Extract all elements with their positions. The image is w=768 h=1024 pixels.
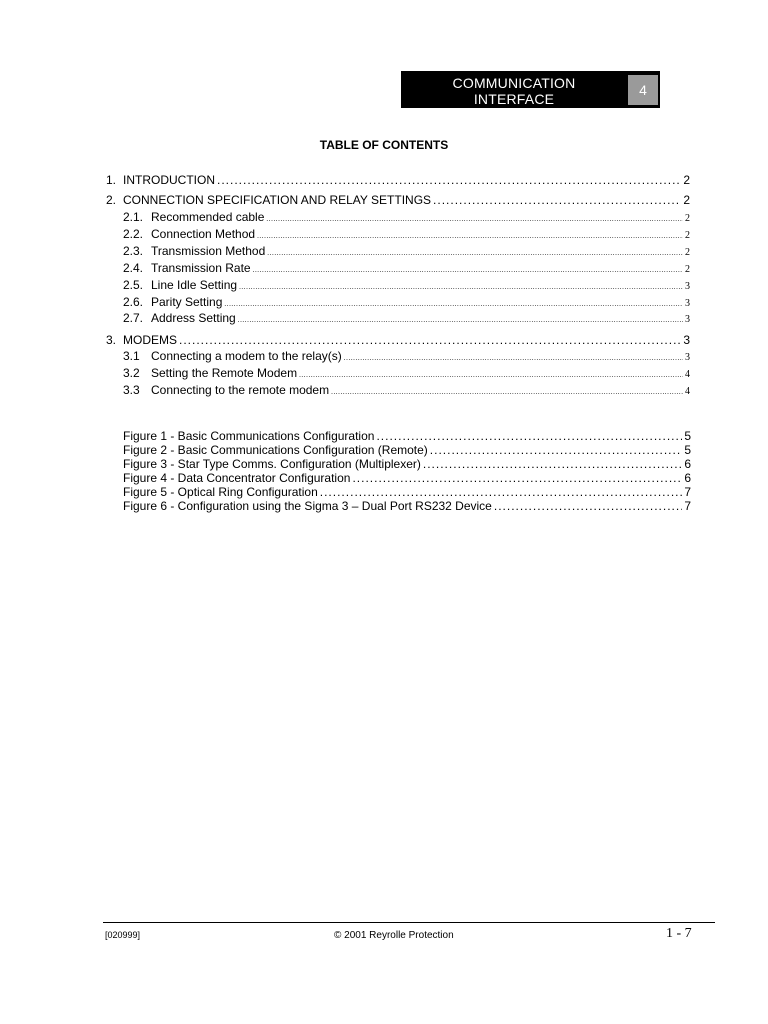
toc-entry-2-2[interactable] (123, 227, 690, 242)
toc-entry-page: 3 (685, 281, 690, 292)
toc-entry-number: 2.4. (123, 261, 144, 275)
dot-leader (239, 283, 683, 291)
figure-entry-page: 6 (684, 457, 691, 471)
toc-entry-page: 2 (685, 247, 690, 258)
toc-entry-number: 3.2 (123, 366, 140, 380)
toc-entry-page: 2 (683, 193, 690, 207)
toc-entry-page: 2 (685, 230, 690, 241)
dot-leader (257, 232, 683, 240)
toc-entry-page: 3 (685, 314, 690, 325)
toc-heading: TABLE OF CONTENTS (319, 138, 449, 152)
footer-divider (103, 922, 715, 923)
dot-leader (179, 333, 681, 347)
toc-entry-page: 4 (685, 386, 690, 397)
toc-entry-page: 4 (685, 369, 690, 380)
toc-entry-text: INTRODUCTION (123, 173, 215, 187)
figure-entry-2[interactable] (123, 443, 691, 457)
figure-entry-text: Figure 3 - Star Type Comms. Configuration (Multiplexer) (123, 457, 421, 471)
toc-entry-text: Connecting a modem to the relay(s) (151, 349, 342, 363)
toc-entry-text: Connecting to the remote modem (151, 383, 330, 397)
toc-entry-1[interactable] (106, 173, 690, 188)
dot-leader (376, 429, 682, 443)
toc-entry-number: 2.1. (123, 210, 144, 224)
toc-entry-text: Transmission Rate (151, 261, 251, 275)
dot-leader (238, 316, 683, 324)
figure-entry-page: 7 (684, 499, 691, 513)
toc-entry-text: MODEMS (123, 333, 177, 347)
toc-entry-number: 2.3. (123, 244, 144, 258)
copyright-notice: © 2001 Reyrolle Protection (334, 930, 454, 941)
figure-entry-text: Figure 5 - Optical Ring Configuration (123, 485, 318, 499)
toc-entry-page: 2 (685, 213, 690, 224)
toc-entry-2-7[interactable] (123, 311, 690, 326)
chapter-header (401, 71, 660, 108)
toc-entry-text: Transmission Method (151, 244, 266, 258)
dot-leader (423, 457, 682, 471)
dot-leader (433, 193, 681, 207)
toc-entry-3-3[interactable] (123, 383, 690, 398)
toc-entry-page: 3 (685, 352, 690, 363)
toc-entry-3-1[interactable] (123, 349, 690, 364)
toc-entry-2-1[interactable] (123, 210, 690, 225)
toc-entry-3-2[interactable] (123, 366, 690, 381)
toc-entry-3[interactable] (106, 333, 690, 348)
toc-entry-text: Parity Setting (151, 295, 223, 309)
toc-entry-2-4[interactable] (123, 261, 690, 276)
toc-entry-2-5[interactable] (123, 278, 690, 293)
chapter-title-line1: COMMUNICATION (452, 75, 576, 91)
figure-entry-5[interactable] (123, 485, 691, 499)
toc-entry-text: Setting the Remote Modem (151, 366, 298, 380)
toc-entry-text: Line Idle Setting (151, 278, 238, 292)
dot-leader (267, 249, 683, 257)
figure-entry-text: Figure 1 - Basic Communications Configuration (123, 429, 375, 443)
dot-leader (331, 388, 683, 396)
document-code: [020999] (105, 930, 141, 940)
figure-entry-page: 7 (684, 485, 691, 499)
dot-leader (352, 471, 682, 485)
figure-entry-page: 5 (684, 443, 691, 457)
figure-entry-6[interactable] (123, 499, 691, 513)
page-number: 1 - 7 (666, 926, 692, 941)
toc-entry-page: 3 (685, 298, 690, 309)
toc-entry-text: CONNECTION SPECIFICATION AND RELAY SETTINGS (123, 193, 432, 207)
toc-entry-number: 2.2. (123, 227, 144, 241)
toc-entry-number: 2. (106, 193, 117, 207)
toc-entry-2-3[interactable] (123, 244, 690, 259)
dot-leader (430, 443, 683, 457)
toc-entry-number: 3.1 (123, 349, 140, 363)
chapter-title-line2: INTERFACE (473, 91, 555, 107)
toc-entry-page: 3 (683, 333, 690, 347)
toc-entry-page: 2 (685, 264, 690, 275)
chapter-number-badge: 4 (628, 75, 658, 105)
toc-entry-number: 2.6. (123, 295, 144, 309)
figure-entry-3[interactable] (123, 457, 691, 471)
dot-leader (217, 173, 681, 187)
dot-leader (344, 354, 683, 362)
toc-entry-text: Address Setting (151, 311, 236, 325)
toc-entry-page: 2 (683, 173, 690, 187)
dot-leader (253, 266, 683, 274)
toc-entry-2[interactable] (106, 193, 690, 208)
toc-entry-number: 2.5. (123, 278, 144, 292)
toc-entry-number: 3.3 (123, 383, 140, 397)
dot-leader (224, 300, 683, 308)
figure-entry-text: Figure 2 - Basic Communications Configuration (Remote) (123, 443, 428, 457)
chapter-title (402, 75, 626, 107)
toc-entry-number: 1. (106, 173, 117, 187)
figure-entry-4[interactable] (123, 471, 691, 485)
figure-entry-page: 6 (684, 471, 691, 485)
toc-entry-text: Connection Method (151, 227, 256, 241)
figure-entry-page: 5 (684, 429, 691, 443)
toc-entry-text: Recommended cable (151, 210, 265, 224)
dot-leader (494, 499, 682, 513)
figure-entry-1[interactable] (123, 429, 691, 443)
toc-entry-2-6[interactable] (123, 295, 690, 310)
figure-entry-text: Figure 6 - Configuration using the Sigma 3 – Dual Port RS232 Device (123, 499, 492, 513)
figure-entry-text: Figure 4 - Data Concentrator Configuration (123, 471, 351, 485)
toc-entry-number: 2.7. (123, 311, 144, 325)
dot-leader (299, 371, 683, 379)
dot-leader (320, 485, 683, 499)
dot-leader (266, 215, 683, 223)
toc-entry-number: 3. (106, 333, 117, 347)
